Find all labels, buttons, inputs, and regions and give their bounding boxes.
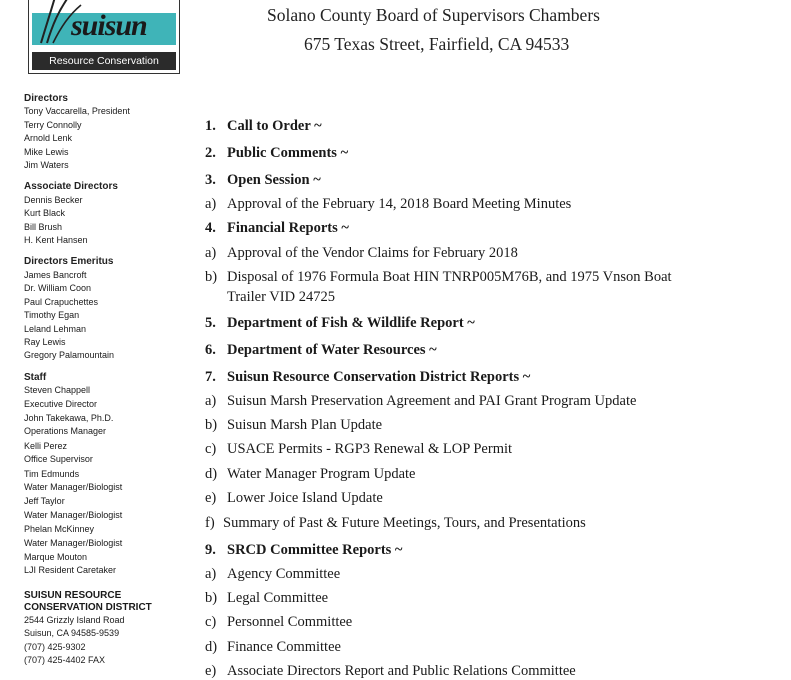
agenda-item-text: Call to Order ~ (227, 118, 322, 134)
org-address-line2: Suisun, CA 94585-9539 (24, 628, 120, 639)
emeritus-name: Dr. William Coon (24, 283, 92, 294)
agenda-subitem (205, 566, 340, 583)
venue-address: 675 Texas Street, Fairfield, CA 94533 (304, 34, 570, 54)
agenda-subitem-letter: b) (205, 269, 218, 285)
agenda-subitem-letter: e) (205, 663, 217, 679)
agenda-subitem (205, 196, 571, 213)
org-phone: (707) 425-9302 (24, 641, 86, 652)
staff-name: Kelli Perez (24, 440, 68, 451)
agenda-subitem (205, 614, 352, 631)
agenda-item-text: Department of Water Resources ~ (227, 342, 437, 358)
agenda-item-number: 2. (205, 145, 216, 161)
agenda-subitem (205, 663, 576, 680)
director-name: Terry Connolly (24, 119, 82, 130)
agenda-item-text: Department of Fish & Wildlife Report ~ (227, 315, 475, 331)
agenda-item (205, 145, 348, 162)
agenda-item-number: 7. (205, 369, 216, 385)
staff-name: Tim Edmunds (24, 468, 80, 479)
agenda-item (205, 220, 349, 237)
agenda-item-number: 3. (205, 172, 216, 188)
staff-title: Executive Director (24, 398, 98, 409)
agenda-subitem-text: Agency Committee (227, 566, 341, 582)
emeritus-name: James Bancroft (24, 269, 87, 280)
agenda-subitem-text: Approval of the February 14, 2018 Board Meeting Minutes (227, 196, 572, 212)
director-name: Jim Waters (24, 160, 69, 171)
agenda-item (205, 342, 437, 359)
agenda-subitem-text: Suisun Marsh Plan Update (227, 417, 383, 433)
agenda-item-text: Financial Reports ~ (227, 220, 349, 236)
agenda-subitem-letter: a) (205, 566, 217, 582)
agenda-subitem (205, 441, 512, 458)
agenda-subitem-text: Finance Committee (227, 639, 341, 655)
agenda-subitem-letter: c) (205, 614, 217, 630)
staff-title: Operations Manager (24, 426, 107, 437)
agenda-item-number: 1. (205, 118, 216, 134)
staff-name: Steven Chappell (24, 385, 91, 396)
agenda-item-number: 9. (205, 542, 216, 558)
staff-name: Phelan McKinney (24, 524, 95, 535)
agenda-subitem-text: Suisun Marsh Preservation Agreement and PAI Grant Program Update (227, 393, 637, 409)
org-address-line1: 2544 Grizzly Island Road (24, 614, 125, 625)
logo-caption: Resource Conservation District (32, 52, 176, 70)
staff-title: Office Supervisor (24, 454, 93, 465)
emeritus-name: Gregory Palamountain (24, 350, 115, 361)
agenda-subitem-letter: b) (205, 417, 218, 433)
agenda-subitem-letter: a) (205, 196, 217, 212)
staff-member (24, 551, 199, 578)
staff-member (24, 384, 199, 411)
district-logo (28, 0, 180, 85)
agenda-subitem-text: Water Manager Program Update (227, 466, 416, 482)
agenda-subitem-letter: c) (205, 441, 217, 457)
staff-member (24, 495, 199, 522)
staff-heading: Staff (24, 371, 47, 383)
director-name: Arnold Lenk (24, 133, 73, 144)
agenda-subitem-letter: a) (205, 245, 217, 261)
agenda-subitem-text: Trailer VID 24725 (227, 289, 335, 305)
agenda-subitem (205, 417, 382, 434)
director-name: Mike Lewis (24, 146, 69, 157)
agenda-subitem (205, 466, 415, 483)
emeritus-name: Paul Crapuchettes (24, 296, 99, 307)
staff-name: Marque Mouton (24, 552, 88, 562)
agenda-item-text: SRCD Committee Reports ~ (227, 542, 403, 558)
agenda-subitem (205, 515, 586, 532)
venue-name: Solano County Board of Supervisors Chambers (267, 5, 600, 25)
agenda-item (205, 315, 475, 332)
agenda-subitem-letter: f) (205, 515, 215, 531)
staff-title: Water Manager/Biologist (24, 537, 123, 548)
agenda-item (205, 542, 402, 559)
agenda-subitem-letter: d) (205, 639, 218, 655)
staff-member (24, 440, 199, 467)
associate-directors-section (24, 180, 199, 247)
agenda-subitem-text: Associate Directors Report and Public Relations Committee (227, 663, 576, 679)
agenda-subitem (205, 269, 672, 286)
agenda-subitem-continuation (205, 289, 335, 306)
agenda-subitem-text: USACE Permits - RGP3 Renewal & LOP Permit (227, 441, 513, 457)
directors-emeritus-section (24, 255, 199, 362)
agenda-item-number: 6. (205, 342, 216, 358)
associate-director-name: Bill Brush (24, 221, 63, 232)
agenda-subitem-letter: d) (205, 466, 218, 482)
agenda-item-text: Public Comments ~ (227, 145, 349, 161)
staff-title: Water Manager/Biologist (24, 509, 123, 520)
agenda-subitem-letter: b) (205, 590, 218, 606)
staff-member (24, 412, 199, 439)
agenda-subitem (205, 490, 383, 507)
associate-director-name: Kurt Black (24, 208, 66, 219)
staff-name: John Takekawa, Ph.D. (24, 412, 114, 423)
associate-directors-heading: Associate Directors (24, 181, 118, 193)
agenda-item (205, 118, 322, 135)
emeritus-name: Timothy Egan (24, 310, 80, 321)
agenda-subitem-text: Legal Committee (227, 590, 329, 606)
emeritus-name: Leland Lehman (24, 323, 87, 334)
agenda-item-number: 4. (205, 220, 216, 236)
associate-director-name: Dennis Becker (24, 194, 83, 205)
agenda-item (205, 369, 530, 386)
org-fax: (707) 425-4402 FAX (24, 655, 106, 666)
org-contact (24, 590, 199, 668)
directors-heading: Directors (24, 93, 68, 104)
staff-title: LJI Resident Caretaker (24, 565, 117, 576)
agenda-subitem-text: Lower Joice Island Update (227, 490, 383, 506)
agenda-subitem-letter: a) (205, 393, 217, 409)
staff-title: Water Manager/Biologist (24, 481, 123, 492)
agenda-item (205, 172, 321, 189)
agenda-item-number: 5. (205, 315, 216, 331)
directors-emeritus-heading: Directors Emeritus (24, 256, 114, 268)
emeritus-name: Ray Lewis (24, 336, 66, 347)
agenda-item-text: Suisun Resource Conservation District Reports ~ (227, 369, 531, 385)
agenda-subitem-text: Summary of Past & Future Meetings, Tours, and Presentations (223, 515, 586, 531)
staff-member (24, 523, 199, 550)
agenda-subitem-text: Personnel Committee (227, 614, 353, 630)
agenda-subitem (205, 590, 328, 607)
sidebar (24, 92, 199, 675)
agenda-subitem (205, 393, 636, 410)
agenda-item-text: Open Session ~ (227, 172, 321, 188)
agenda-subitem (205, 639, 341, 656)
agenda-subitem (205, 245, 518, 262)
agenda-subitem-text: Approval of the Vendor Claims for February 2018 (227, 245, 518, 261)
associate-director-name: H. Kent Hansen (24, 235, 88, 246)
staff-name: Jeff Taylor (24, 496, 65, 507)
logo-wordmark: suisun (71, 9, 147, 42)
director-name: Tony Vaccarella, President (24, 106, 130, 117)
staff-section (24, 371, 199, 578)
org-name-line1: SUISUN RESOURCE (24, 589, 122, 601)
staff-member (24, 468, 199, 495)
directors-section (24, 92, 199, 172)
agenda-subitem-letter: e) (205, 490, 217, 506)
org-name-line2: CONSERVATION DISTRICT (24, 601, 152, 613)
agenda-subitem-text: Disposal of 1976 Formula Boat HIN TNRP005M76B, and 1975 Vnson Boat (227, 269, 672, 285)
